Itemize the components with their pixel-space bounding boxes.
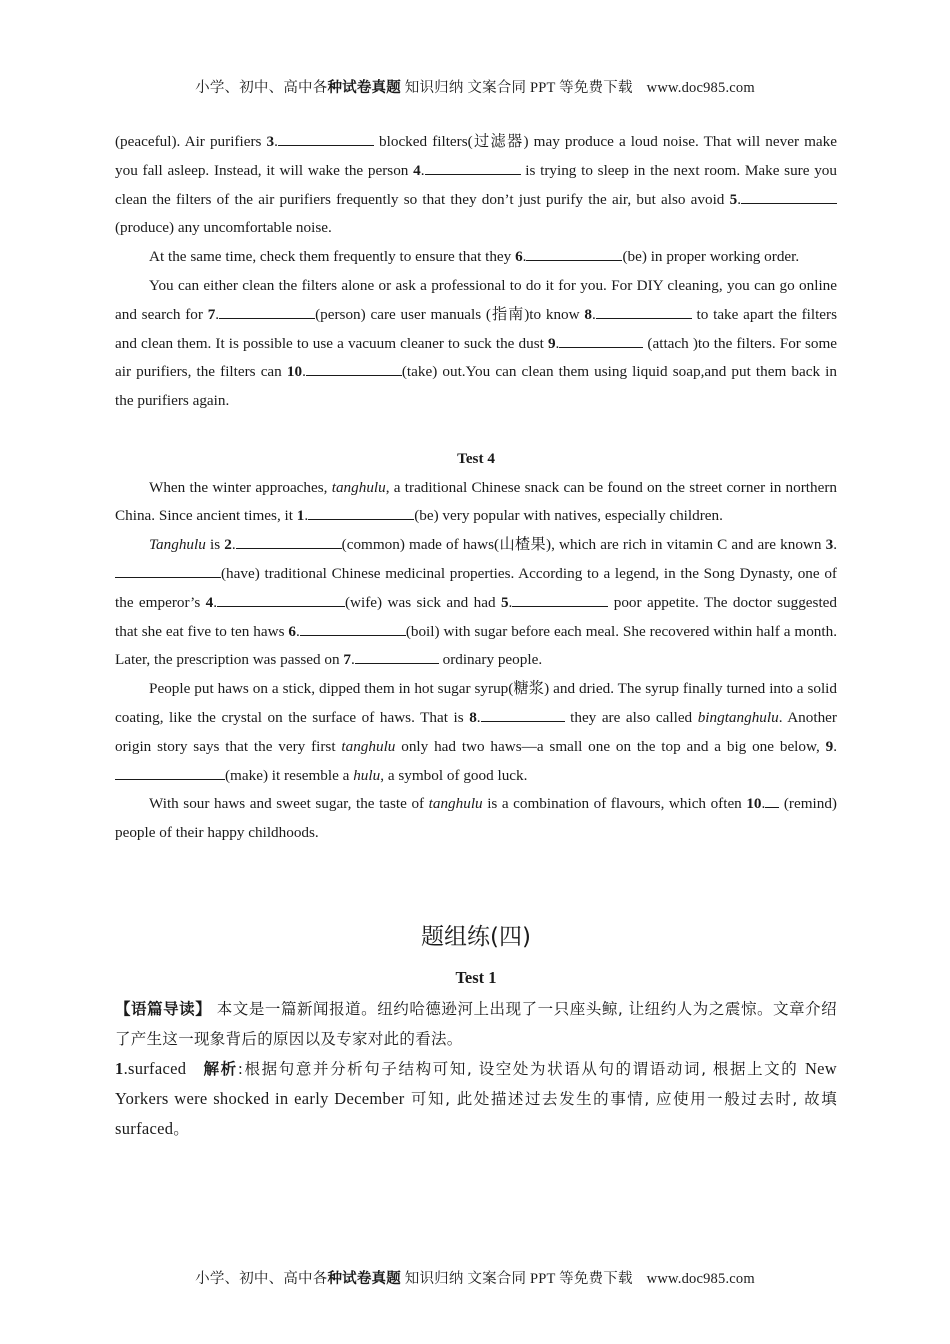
test4-paragraph-4: With sour haws and sweet sugar, the taste of tanghulu is a combination of flavours, which often 10. (remind) people of their happy childhoods. xyxy=(115,795,837,842)
blank-3[interactable] xyxy=(278,131,374,146)
guide-label: 【语篇导读】 xyxy=(115,999,212,1018)
footer-text-bold: 种试卷真题 xyxy=(327,1271,401,1287)
blank-6[interactable] xyxy=(526,246,622,261)
answer-label: 解析 xyxy=(203,1059,238,1078)
guide-text: 本文是一篇新闻报道。纽约哈德逊河上出现了一只座头鲸, 让纽约人为之震惊。文章介绍了产生这一现象背后的原因以及专家对此的看法。 xyxy=(115,999,837,1048)
header-text-bold: 种试卷真题 xyxy=(327,80,401,96)
t4-blank-6[interactable] xyxy=(300,621,406,636)
footer-text-1: 小学、初中、高中各 xyxy=(195,1271,328,1287)
blank-10[interactable] xyxy=(306,361,402,376)
passage3-paragraph-1: (peaceful). Air purifiers 3. blocked filters(过滤器) may produce a loud noise. That will never make you fall asleep. Instead, it will wake the person 4. is trying to sleep in the next room. Make sure you clean the filters of the air purifiers frequently so that they don’t just purify the air, but also avoid 5.(produce) any uncomfortable noise. xyxy=(115,133,838,237)
t4-blank-1[interactable] xyxy=(308,505,414,520)
passage3-paragraph-2: At the same time, check them frequently to ensure that they 6. (be) in proper working order. xyxy=(149,248,800,266)
answer-test-title: Test 1 xyxy=(455,967,497,987)
header-text-2: 知识归纳 文案合同 PPT 等免费下载 xyxy=(400,80,633,96)
page-header xyxy=(0,76,950,97)
test4-paragraph-2: Tanghulu is 2. (common) made of haws(山楂果), which are rich in vitamin C and are known 3.(have) traditional Chinese medicinal properties. According to a legend, in the Song Dynasty, one of the emperor’s 4. (wife) was sick and had 5. poor appetite. The doctor suggested that she eat five to ten haws 6. (boil) with sugar before each meal. She recovered within half a month. Later, the prescription was passed on 7. ordinary people. xyxy=(115,536,837,669)
passage3-paragraph-3: You can either clean the filters alone or ask a professional to do it for you. For DIY cleaning, you can go online and search for 7. (person) care user manuals (指南)to know 8. to take apart the filters and clean them. It is possible to use a vacuum cleaner to suck the dust 9. (attach )to the filters. For some air purifiers, the filters can 10. (take) out.You can clean them using liquid soap,and put them back in the purifiers again. xyxy=(115,276,838,410)
test4-paragraph-1: When the winter approaches, tanghulu, a traditional Chinese snack can be found on the street corner in northern China. Since ancient times, it 1. (be) very popular with natives, especially children. xyxy=(115,478,837,525)
t4-blank-5[interactable] xyxy=(512,592,608,607)
footer-url-link[interactable]: www.doc985.com xyxy=(646,1271,755,1287)
footer-text-2: 知识归纳 文案合同 PPT 等免费下载 xyxy=(400,1271,633,1287)
t4-blank-9[interactable] xyxy=(115,765,225,780)
test4-paragraph-3: People put haws on a stick, dipped them in hot sugar syrup(糖浆) and dried. The syrup finally turned into a solid coating, like the crystal on the surface of haws. That is 8. they are also called bingtanghulu. Another origin story says that the very first tanghulu only had two haws—a small one on the top and a big one below, 9.(make) it resemble a hulu, a symbol of good luck. xyxy=(115,680,837,784)
header-url-link[interactable]: www.doc985.com xyxy=(646,80,755,96)
document-body xyxy=(115,128,837,1144)
page-footer xyxy=(0,1267,950,1288)
answer-word: .surfaced xyxy=(123,1058,187,1078)
section-title: 题组练(四) xyxy=(421,923,531,950)
t4-blank-7[interactable] xyxy=(355,649,439,664)
t4-blank-2[interactable] xyxy=(236,534,342,549)
t4-blank-10[interactable] xyxy=(765,793,779,808)
blank-9[interactable] xyxy=(559,333,643,348)
t4-blank-4[interactable] xyxy=(217,592,345,607)
t4-blank-3[interactable] xyxy=(115,563,221,578)
blank-5[interactable] xyxy=(741,189,837,204)
test4-title: Test 4 xyxy=(457,449,495,467)
t4-blank-8[interactable] xyxy=(481,707,565,722)
blank-7[interactable] xyxy=(219,304,315,319)
reading-guide xyxy=(115,994,837,1054)
blank-4[interactable] xyxy=(425,160,521,175)
answer-number: 1 xyxy=(115,1058,124,1078)
answer-explanation: 1.surfaced 解析:根据句意并分析句子结构可知, 设空处为状语从句的谓语动词, 根据上文的 New Yorkers were shocked in early December 可知, 此处描述过去发生的事情, 应使用一般过去时, 故填 surfaced。 xyxy=(115,1058,837,1138)
header-text-1: 小学、初中、高中各 xyxy=(195,80,328,96)
blank-8[interactable] xyxy=(596,304,692,319)
